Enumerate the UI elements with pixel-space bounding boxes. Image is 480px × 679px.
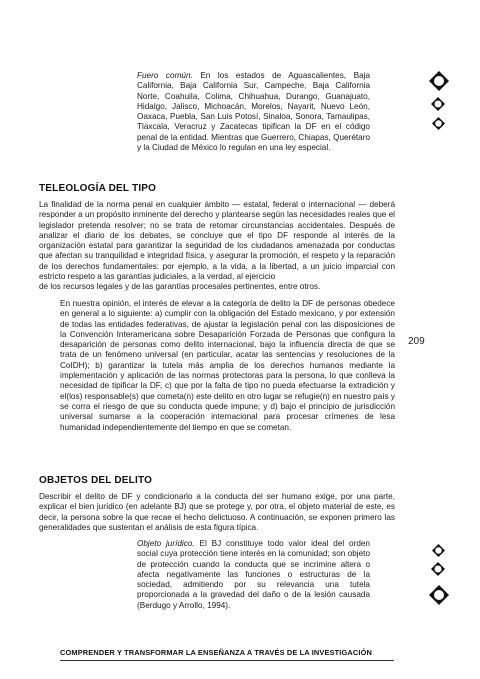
diamond-circle-icon bbox=[429, 71, 449, 91]
fuero-comun-lead: Fuero común. bbox=[137, 71, 193, 80]
diamond-circle-icon bbox=[431, 97, 445, 111]
objeto-juridico-lead: Objeto jurídico. bbox=[137, 539, 195, 548]
diamond-circle-icon bbox=[432, 117, 445, 130]
diamond-circle-icon bbox=[432, 544, 445, 557]
fuero-comun-text: En los estados de Aguascalientes, Baja California, Baja California Sur, Campeche, Baja California Norte, Coahuila, Colima, Chihuahua, Durango, Guanajuato, Hidalgo, Jalisco, Michoacán, Morelos, Nayarit, Nuevo León, Oaxaca, Puebla, San Luis Potosí, Sinaloa, Sonora, Tamaulipas, Tlaxcala, Veracruz y Zacatecas tipifican la DF en el código penal de la entidad. Mientras que Guerrero, Chiapas, Querétaro y la Ciudad de México lo regulan en una ley especial. bbox=[137, 71, 370, 153]
footer-title: COMPRENDER Y TRANSFORMAR LA ENSEÑANZA A TRAVÉS DE LA INVESTIGACIÓN bbox=[60, 648, 372, 657]
page-number: 209 bbox=[408, 336, 425, 347]
diamond-circle-icon bbox=[429, 585, 449, 605]
objeto-juridico-text: El BJ constituye todo valor ideal del orden social cuya protección tiene interés en la comunidad; son objeto de protección cuando la conducta que se incrimine altera o afecta negativamente las funciones o estructuras de la sociedad, admitiendo por su relevancia una tutela proporcionada a la gravedad del daño o de la lesión causada (Berdugo y Arrollo, 1994). bbox=[137, 539, 370, 610]
objeto-juridico-paragraph bbox=[137, 539, 370, 611]
teleologia-paragraph-1: La finalidad de la norma penal en cualquier ámbito — estatal, federal o internacional — deberá responder a un propósito inminente del derecho y plantearse según las necesidades reales que el legislador pretenda resolver; no se trata de retomar circunstancias accidentales. Después de analizar el diario de los debates, se concluye que el tipo DF responde al interés de la organización estatal para garantizar la seguridad de los ciudadanos amenazada por conductas que afectan su tranquilidad e integridad física, y asegurar la promoción, el respeto y la reparación de los derechos fundamentales: por ejemplo, a la vida, a la libertad, a un juicio imparcial con estricto respeto a las garantías judiciales, a la verdad, al ejercicio bbox=[39, 200, 395, 282]
diamond-circle-icon bbox=[431, 562, 445, 576]
objetos-heading: OBJETOS DEL DELITO bbox=[39, 475, 153, 486]
teleologia-paragraph-1-cont: de los recursos legales y de las garantías procesales pertinentes, entre otros. bbox=[39, 282, 321, 291]
teleologia-heading: TELEOLOGÍA DEL TIPO bbox=[39, 183, 157, 194]
objetos-paragraph-1: Describir el delito de DF y condicionarlo a la conducta del ser humano exige, por una parte, explicar el bien jurídico (en adelante BJ) que se protege y, por otra, el objeto material de este, es decir, la persona sobre la que recae el hecho delictuoso. A continuación, se exponen primero las generalidades que sustentan el análisis de esta figura típica. bbox=[39, 492, 395, 532]
fuero-comun-paragraph bbox=[137, 71, 370, 153]
teleologia-paragraph-2: En nuestra opinión, el interés de elevar a la categoría de delito la DF de personas obedece en general a lo siguiente: a) cumplir con la obligación del Estado mexicano, y por extensión de todas las entidades federativas, de ajustar la legislación penal con las disposiciones de la Convención Interamericana sobre Desaparición Forzada de Personas que configura la desaparición de personas como delito internacional, bajo la influencia directa de que se trata de un fenómeno universal (en particular, acatar las sentencias y resoluciones de la CoIDH); b) garantizar la tutela más amplia de los derechos humanos mediante la implementación y aplicación de las normas protectoras para la persona, lo que conlleva la necesidad de tipificar la DF, c) que por la falta de tipo no pueda efectuarse la extradición y el(los) responsable(s) que cometa(n) este delito en otro lugar se refugie(n) en nuestro país y se corra el riesgo de que su conducta quede impune; y d) bajo el principio de jurisdicción universal sumarse a la cooperación internacional para procesar crímenes de lesa humanidad independientemente del tiempo en que se cometan. bbox=[60, 299, 395, 432]
footer-rule bbox=[60, 660, 394, 661]
